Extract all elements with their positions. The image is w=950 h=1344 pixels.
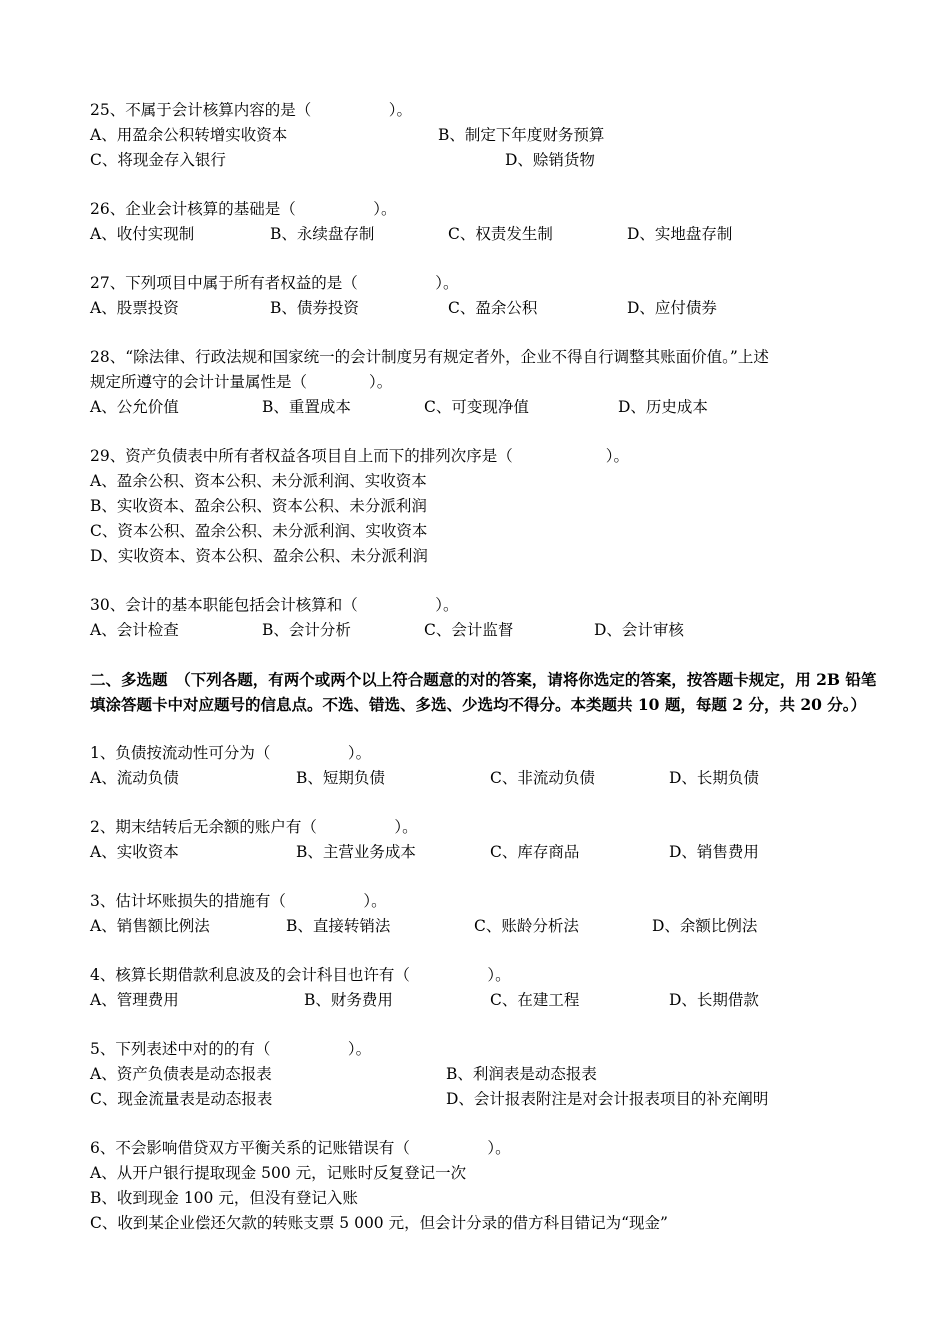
option-a: A、管理费用 (90, 991, 179, 1009)
question-m3-options (90, 914, 880, 939)
option-a: A、从开户银行提取现金 500 元，记账时反复登记一次 (90, 1164, 467, 1182)
option-c: C、权责发生制 (448, 225, 553, 243)
option-b: B、收到现金 100 元，但没有登记入账 (90, 1189, 358, 1207)
section-heading-multiple-choice: 二、多选题 （下列各题，有两个或两个以上符合题意的对的答案，请将你选定的答案，按答题卡规定，用 2B 铅笔填涂答题卡中对应题号的信息点。不选、错选、多选、少选均不得分。本类题共 10 题，每题 2 分，共 20 分。） (90, 670, 877, 714)
question-m5-options-row2 (90, 1087, 880, 1112)
option-c: C、盈余公积 (448, 299, 538, 317)
question-m4-options (90, 988, 880, 1013)
option-a: A、实收资本 (90, 843, 179, 861)
question-28-options (90, 395, 880, 420)
option-c: C、在建工程 (490, 991, 580, 1009)
option-d: D、赊销货物 (505, 151, 595, 169)
option-a: A、用盈余公积转增实收资本 (90, 126, 288, 144)
option-b: B、债券投资 (270, 299, 359, 317)
option-d: D、应付债券 (627, 299, 717, 317)
option-c: C、可变现净值 (424, 398, 529, 416)
option-d: D、会计审核 (594, 621, 684, 639)
question-m5-options-row1 (90, 1062, 880, 1087)
option-c: C、非流动负债 (490, 769, 595, 787)
question-27-options (90, 296, 880, 321)
option-c: C、现金流量表是动态报表 (90, 1090, 273, 1108)
option-b: B、直接转销法 (286, 917, 391, 935)
option-b: B、会计分析 (262, 621, 351, 639)
question-25-options-row1 (90, 123, 880, 148)
option-a: A、销售额比例法 (90, 917, 210, 935)
question-30-options (90, 618, 880, 643)
option-a: A、流动负债 (90, 769, 179, 787)
option-c: C、将现金存入银行 (90, 151, 226, 169)
option-d: D、会计报表附注是对会计报表项目的补充阐明 (446, 1090, 769, 1108)
option-b: B、重置成本 (262, 398, 351, 416)
question-m1-options (90, 766, 880, 791)
option-a: A、会计检查 (90, 621, 179, 639)
question-25-stem: 25、不属于会计核算内容的是（ ）。 (90, 101, 412, 119)
option-a: A、收付实现制 (90, 225, 195, 243)
question-29-stem: 29、资产负债表中所有者权益各项目自上而下的排列次序是（ ）。 (90, 447, 629, 465)
question-26-stem: 26、企业会计核算的基础是（ ）。 (90, 200, 397, 218)
option-d: D、长期借款 (669, 991, 759, 1009)
option-c: C、账龄分析法 (474, 917, 579, 935)
option-b: B、实收资本、盈余公积、资本公积、未分派利润 (90, 497, 427, 515)
option-a: A、盈余公积、资本公积、未分派利润、实收资本 (90, 472, 427, 490)
question-25-options-row2 (90, 148, 880, 173)
question-m2-stem: 2、期末结转后无余额的账户有（ ）。 (90, 818, 418, 836)
option-d: D、余额比例法 (652, 917, 758, 935)
option-a: A、公允价值 (90, 398, 179, 416)
question-27-stem: 27、下列项目中属于所有者权益的是（ ）。 (90, 274, 459, 292)
option-b: B、短期负债 (296, 769, 385, 787)
question-28-stem-line1: 28、“除法律、行政法规和国家统一的会计制度另有规定者外，企业不得自行调整其账面价值。”上述 (90, 348, 769, 366)
option-d: D、实收资本、资本公积、盈余公积、未分派利润 (90, 547, 428, 565)
option-d: D、实地盘存制 (627, 225, 733, 243)
option-c: C、库存商品 (490, 843, 580, 861)
option-c: C、会计监督 (424, 621, 514, 639)
option-b: B、主营业务成本 (296, 843, 416, 861)
question-m3-stem: 3、估计坏账损失的措施有（ ）。 (90, 892, 387, 910)
option-d: D、历史成本 (618, 398, 708, 416)
option-d: D、销售费用 (669, 843, 759, 861)
option-a: A、股票投资 (90, 299, 179, 317)
option-a: A、资产负债表是动态报表 (90, 1065, 272, 1083)
option-b: B、制定下年度财务预算 (438, 126, 605, 144)
option-b: B、永续盘存制 (270, 225, 375, 243)
question-28-stem-line2: 规定所遵守的会计计量属性是（ ）。 (90, 373, 393, 391)
question-30-stem: 30、会计的基本职能包括会计核算和（ ）。 (90, 596, 459, 614)
question-m6-stem: 6、不会影响借贷双方平衡关系的记账错误有（ ）。 (90, 1139, 511, 1157)
option-c: C、资本公积、盈余公积、未分派利润、实收资本 (90, 522, 428, 540)
option-b: B、利润表是动态报表 (446, 1065, 597, 1083)
question-m1-stem: 1、负债按流动性可分为（ ）。 (90, 744, 372, 762)
question-m2-options (90, 840, 880, 865)
option-d: D、长期负债 (669, 769, 759, 787)
exam-page (90, 98, 880, 1236)
question-26-options (90, 222, 880, 247)
option-b: B、财务费用 (304, 991, 393, 1009)
option-c: C、收到某企业偿还欠款的转账支票 5 000 元，但会计分录的借方科目错记为“现金” (90, 1214, 668, 1232)
question-m5-stem: 5、下列表述中对的的有（ ）。 (90, 1040, 372, 1058)
question-m4-stem: 4、核算长期借款利息波及的会计科目也许有（ ）。 (90, 966, 511, 984)
